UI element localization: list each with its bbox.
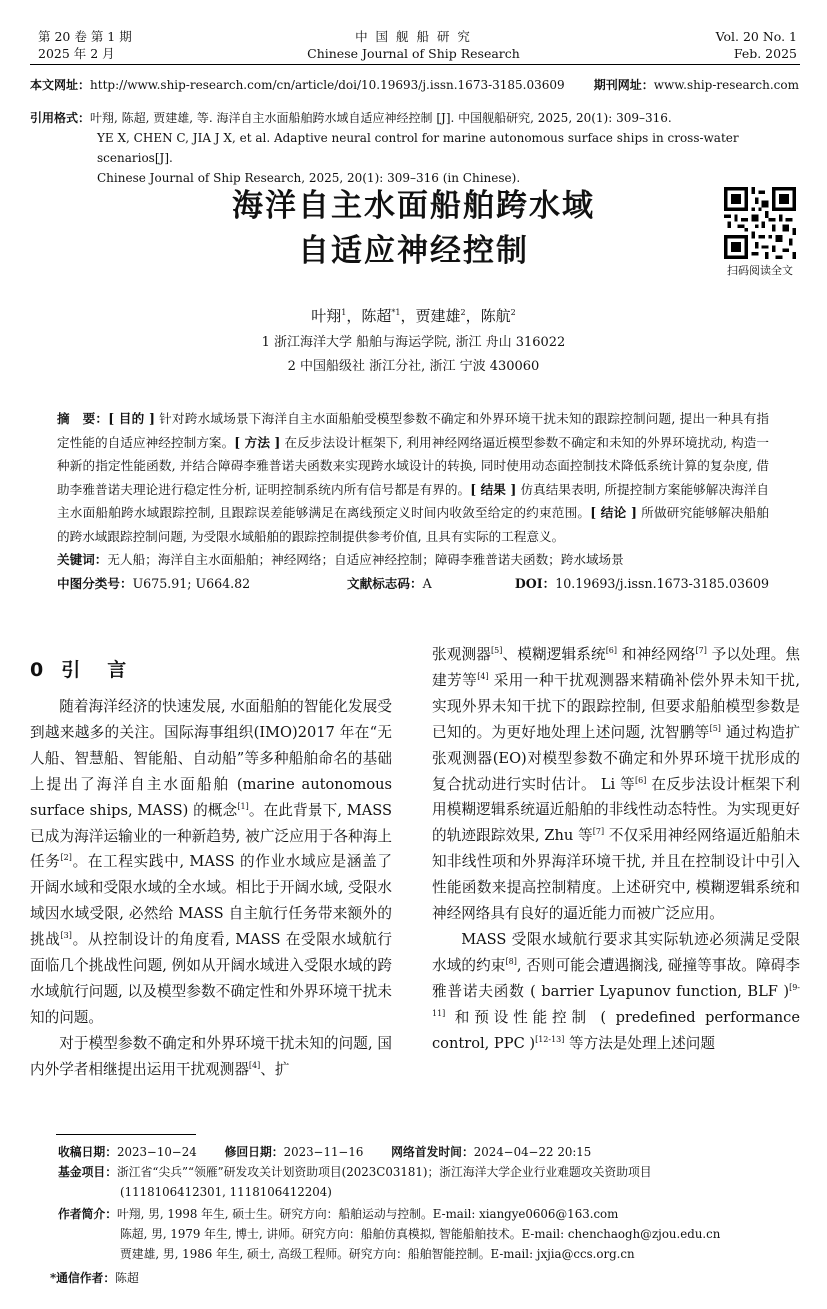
text: 等方法是处理上述问题 [564, 1034, 715, 1052]
affiliation-1: 1 浙江海洋大学 船舶与海运学院, 浙江 舟山 316022 [261, 335, 566, 350]
author-sep: ， [346, 307, 362, 325]
text: 采用一种干扰观测器来精确补偿外界未知干扰, 实现外界未知干扰下的跟踪控制, 但要求船舶模型参数是已知的。为更好地处理上述问题, 沈智鹏等 [432, 671, 800, 741]
qr-caption: 扫码阅读全文 [727, 264, 793, 277]
abstract-conclusion-tag: [ 结论 ] [590, 505, 637, 520]
paper-title-line-2: 自适应神经控制 [298, 233, 529, 269]
fund-label: 基金项目： [58, 1165, 117, 1179]
paper-title-line-1: 海洋自主水面船舶跨水域 [232, 188, 595, 224]
vol-en: Vol. 20 No. 1 [715, 29, 797, 44]
received-label: 收稿日期： [58, 1145, 117, 1159]
abstract-result: 仿真结果表明, 所提控制方案能够解决海洋自主水面船舶跨水域跟踪控制, 且跟踪误差能够满足在离线预定义时间内收敛至给定的约束范围。 [57, 481, 770, 520]
ref[interactable]: [5] [490, 646, 503, 656]
ref[interactable]: [5] [709, 723, 721, 733]
keywords [57, 548, 769, 572]
article-url-label: 本文网址： [30, 78, 91, 92]
abstract-conclusion: 所做研究能够解决船舶的跨水域跟踪控制问题, 为受限水域船舶的跟踪控制提供参考价值, 且具有实际的工程意义。 [57, 505, 769, 544]
vol-cn: 第 20 卷 第 1 期 [38, 29, 132, 44]
author-sep: ， [465, 307, 481, 325]
keywords-value: 无人船；海洋自主水面船舶；神经网络；自适应神经控制；障碍李雅普诺夫函数；跨水域场景 [107, 552, 624, 567]
text: 予以处理。焦建芳等 [432, 646, 800, 689]
footnote-fund [58, 1162, 800, 1202]
fund-text-1: 浙江省“尖兵”“领雁”研发攻关计划资助项目(2023C03181)；浙江海洋大学企业行业难题攻关资助项目 [117, 1165, 652, 1179]
footnote-bio [58, 1204, 800, 1264]
date-en: Feb. 2025 [733, 46, 797, 61]
classification-row [57, 572, 769, 595]
text: 对于模型参数不确定和外界环境干扰未知的问题, 国内外学者相继提出运用干扰观测器 [30, 1034, 392, 1078]
journal-cn: 中 国 舰 船 研 究 [355, 29, 472, 44]
article-url-line [30, 77, 565, 94]
online-label: 网络首发时间： [391, 1145, 474, 1159]
abstract-label: 摘 要： [57, 411, 109, 426]
ref[interactable]: [8] [505, 957, 517, 967]
author-sep: ， [400, 307, 416, 325]
revised-date: 2023−11−16 [283, 1145, 364, 1159]
text: 、模糊逻辑系统 [502, 646, 606, 663]
affiliation-2: 2 中国船级社 浙江分社, 浙江 宁波 430060 [287, 359, 540, 374]
abstract-objective-tag: [ 目的 ] [108, 411, 155, 426]
citation-en-2: Chinese Journal of Ship Research, 2025, 20(1): 309–316 (in Chinese). [97, 171, 521, 185]
bio-3: 贾建雄, 男, 1986 年生, 硕士, 高级工程师。研究方向：船舶智能控制。E-mail: jxjia@ccs.org.cn [120, 1247, 635, 1261]
ref[interactable]: [4] [248, 1060, 261, 1070]
text: 不仅采用神经网络逼近船舶未知非线性项和外界海洋环境干扰, 并且在控制设计中引入性能函数来提高控制精度。上述研究中, 模糊逻辑系统和神经网络具有良好的逼近能力而被广泛应用。 [432, 827, 801, 923]
text: , 否则可能会遭遇搁浅, 碰撞等事故。障碍李雅普诺夫函数 ( barrier Lyapunov function, BLF ) [432, 956, 800, 1000]
ref[interactable]: [7] [592, 827, 605, 837]
abstract-result-tag: [ 结果 ] [470, 481, 517, 497]
abstract-method-tag: [ 方法 ] [234, 434, 281, 450]
abstract-method: 在反步法设计框架下, 利用神经网络逼近模型参数不确定和未知的外界环境扰动, 构造一种新的指定性能函数, 并结合障碍李雅普诺夫函数来实现跨水域设计的转换, 同时使用动态面控制技术降低系统计算的复杂度, 借助李雅普诺夫理论进行稳定性分析, 证明控制系统内所有信号都是有界的。 [57, 434, 769, 497]
author-2: 陈超 [361, 307, 392, 325]
text: 和预设性能控制 ( predefined performance control, PPC ) [432, 1008, 800, 1052]
citation-label: 引用格式： [30, 111, 91, 125]
journal-en: Chinese Journal of Ship Research [307, 46, 520, 61]
author-list [0, 305, 827, 327]
citation-en-1: YE X, CHEN C, JIA J X, et al. Adaptive neural control for marine autonomous surface ships in cross-water scenarios[J]. [97, 131, 739, 165]
article-url[interactable]: http://www.ship-research.com/cn/article/doi/10.19693/j.issn.1673-3185.03609 [90, 78, 565, 92]
footnote-dates [58, 1142, 798, 1162]
ref[interactable]: [1] [237, 801, 249, 811]
bio-1: 叶翔, 男, 1998 年生, 硕士生。研究方向：船舶运动与控制。E-mail: xiangye0606@163.com [117, 1207, 619, 1221]
abstract-block [57, 407, 769, 595]
author-4: 陈航 [480, 307, 511, 325]
corresponding-label: *通信作者： [50, 1271, 116, 1285]
paragraph-3 [432, 642, 800, 927]
text: 。在此背景下, MASS 已成为海洋运输业的一种新趋势, 被广泛应用于各种海上任务 [30, 801, 393, 871]
left-column [30, 694, 392, 1083]
footnote-corresponding [50, 1268, 139, 1288]
text: 随着海洋经济的快速发展, 水面船舶的智能化发展受到越来越多的关注。国际海事组织(IMO)2017 年在“无人船、智慧船、智能船、自动船”等多种船舶命名的基础上提出了海洋自主水面船舶 (marine autonomous surface ships, MASS) 的概念 [30, 698, 392, 819]
ref[interactable]: [12-13] [535, 1034, 565, 1044]
citation-cn: 叶翔, 陈超, 贾建雄, 等. 海洋自主水面船舶跨水域自适应神经控制 [J]. 中国舰船研究, 2025, 20(1): 309–316. [90, 111, 672, 125]
footnote-rule [56, 1134, 196, 1135]
doc-code-value: A [422, 575, 432, 591]
text: 。在工程实践中, MASS 的作业水域应是涵盖了开阔水域和受限水域的全水域。相比于开阔水域, 受限水域因水域受限, 必然给 MASS 自主航行任务带来额外的挑战 [30, 853, 392, 949]
paragraph-4 [432, 927, 800, 1057]
fund-text-2: (1118106412301, 1118106412204) [120, 1185, 332, 1199]
volume-issue-en [716, 28, 797, 62]
text: 通过构造扩张观测器(EO)对模型参数不确定和外界环境干扰形成的复合扰动进行实时估计。 Li 等 [432, 723, 801, 793]
abstract-objective: 针对跨水域场景下海洋自主水面船舶受模型参数不确定和外界环境干扰未知的跟踪控制问题, 提出一种具有指定性能的自适应神经控制方案。 [57, 411, 770, 450]
ref[interactable]: [6] [605, 646, 618, 656]
received-date: 2023−10−24 [117, 1145, 197, 1159]
right-column [432, 642, 800, 1057]
doi-label: DOI： [514, 575, 556, 591]
paragraph-1 [30, 694, 392, 1031]
corresponding-author: 陈超 [115, 1271, 139, 1285]
journal-url-line [594, 77, 799, 94]
section-title: 引 言 [61, 659, 131, 681]
section-heading [30, 655, 392, 682]
author-1: 叶翔 [311, 307, 342, 325]
text: MASS 受限水域航行要求其实际轨迹必须满足受限水域的约束 [432, 930, 800, 974]
author-3: 贾建雄 [415, 307, 461, 325]
text: 在反步法设计框架下利用模糊逻辑系统逼近船舶的非线性动态特性。为实现更好的轨迹跟踪效果, Zhu 等 [432, 775, 800, 845]
section-number: 0 [30, 659, 44, 681]
paragraph-2 [30, 1031, 392, 1083]
revised-label: 修回日期： [224, 1145, 284, 1159]
text: 、扩 [260, 1060, 290, 1078]
ref[interactable]: [2] [60, 853, 72, 863]
journal-url-label: 期刊网址： [593, 78, 654, 92]
keywords-label: 关键词： [57, 552, 108, 567]
doc-code-label: 文献标志码： [347, 575, 423, 591]
ref[interactable]: [3] [60, 931, 72, 941]
qr-code-icon[interactable] [724, 187, 796, 259]
ref[interactable]: [6] [635, 775, 647, 785]
text: 张观测器 [432, 646, 491, 663]
clc-value: U675.91; U664.82 [132, 575, 251, 591]
online-date: 2024−04−22 20:15 [473, 1145, 592, 1159]
bio-label: 作者简介： [58, 1207, 117, 1221]
author-3-sup: 2 [460, 308, 466, 317]
doi-value[interactable]: 10.19693/j.issn.1673-3185.03609 [555, 575, 769, 591]
text: 和神经网络 [617, 646, 696, 663]
bio-2: 陈超, 男, 1979 年生, 博士, 讲师。研究方向：船舶仿真模拟, 智能船舶技术。E-mail: chenchaogh@zjou.edu.cn [120, 1227, 721, 1241]
journal-name [0, 28, 827, 62]
clc-label: 中图分类号： [57, 575, 133, 591]
author-4-sup: 2 [510, 308, 516, 317]
author-1-sup: 1 [341, 308, 347, 317]
citation-block [30, 108, 800, 188]
ref[interactable]: [4] [477, 672, 489, 682]
journal-url[interactable]: www.ship-research.com [653, 78, 799, 92]
ref[interactable]: [7] [695, 646, 707, 656]
author-2-sup: *1 [391, 308, 401, 317]
date-cn: 2025 年 2 月 [38, 46, 115, 61]
header-rule [30, 64, 800, 65]
text: 。从控制设计的角度看, MASS 在受限水域航行面临几个挑战性问题, 例如从开阔水域进入受限水域的跨水域航行问题, 以及模型参数不确定性和外界环境干扰未知的问题。 [30, 931, 392, 1026]
ref[interactable]: [9-11] [432, 982, 800, 1018]
